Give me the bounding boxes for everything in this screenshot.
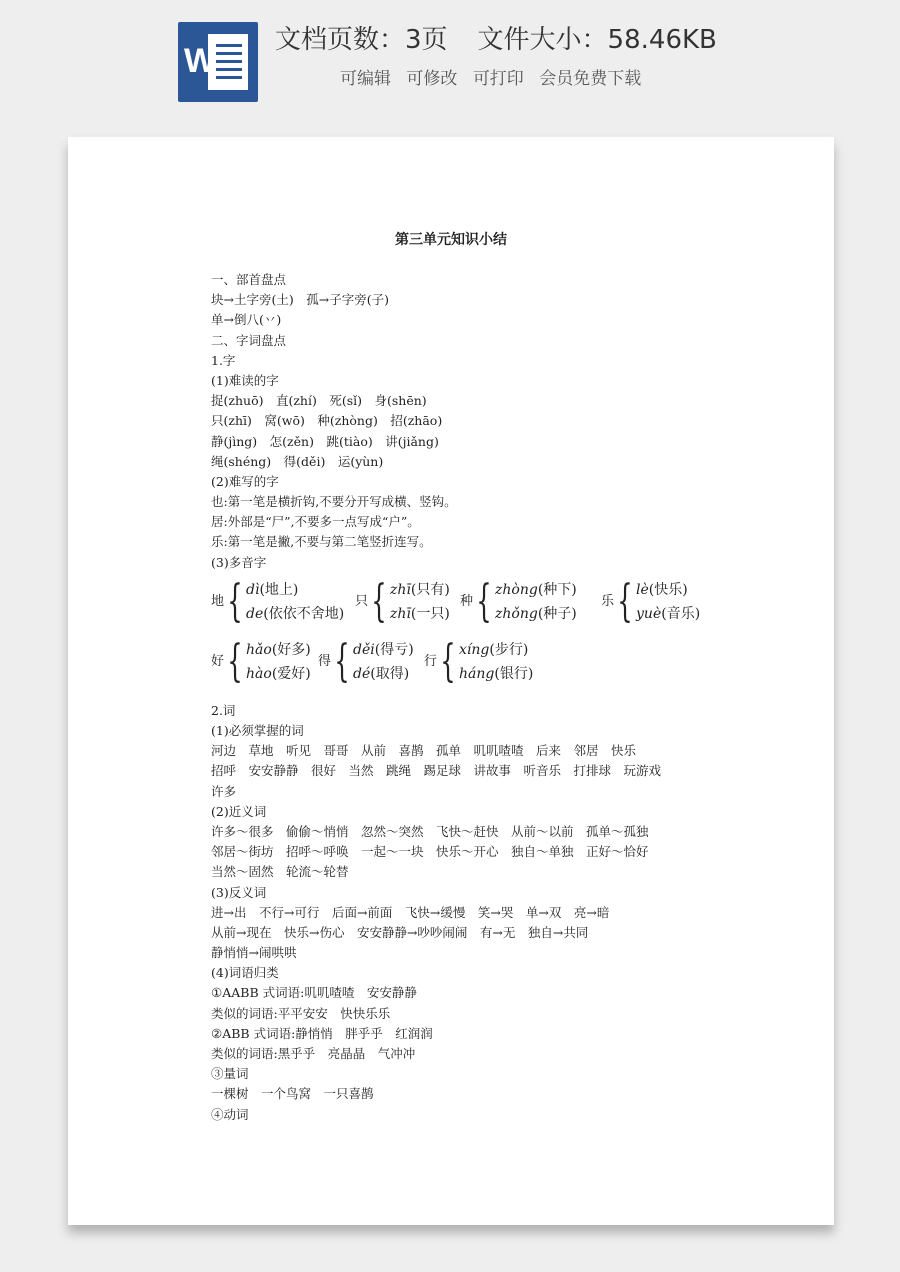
brace-icon: { — [227, 635, 243, 687]
polyphone-row-1 — [211, 577, 731, 637]
file-meta-line — [275, 22, 717, 58]
text-line: 只(zhī) 窝(wō) 种(zhòng) 招(zhāo) — [211, 413, 443, 429]
word-w-logo: W — [184, 42, 217, 80]
example-word: (快乐) — [648, 581, 688, 598]
pinyin: lè — [636, 581, 649, 598]
text-line: 绳(shéng) 得(děi) 运(yùn) — [211, 453, 384, 469]
page-count: 文档页数：3页 — [275, 25, 448, 55]
example-word: (音乐) — [661, 605, 701, 622]
polyphone-char: 得 — [318, 653, 332, 669]
text-line: (1)必须掌握的词 — [211, 723, 304, 738]
example-word: (银行) — [494, 665, 534, 682]
pinyin: hǎo — [246, 641, 272, 658]
feature-member-download: 会员免费下载 — [539, 69, 642, 89]
pinyin: zhī — [390, 581, 411, 598]
text-line: 也:第一笔是横折钩,不要分开写成横、竖钩。 — [211, 494, 457, 510]
feature-list — [340, 66, 651, 92]
brace-icon: { — [227, 575, 243, 627]
reading-line — [246, 578, 344, 602]
text-line: 类似的词语:黑乎乎 亮晶晶 气冲冲 — [211, 1046, 416, 1061]
pinyin: zhǒng — [495, 605, 538, 622]
example-word: (取得) — [370, 665, 410, 682]
example-word: (依依不舍地) — [263, 605, 345, 622]
file-size: 文件大小：58.46KB — [477, 25, 717, 55]
text-line: 进→出 不行→可行 后面→前面 飞快→缓慢 笑→哭 单→双 亮→暗 — [211, 904, 610, 920]
pinyin: dé — [353, 665, 371, 682]
pinyin: de — [246, 605, 264, 622]
pinyin: děi — [353, 641, 375, 658]
polyphone-readings — [246, 578, 344, 626]
text-line: (1)难读的字 — [211, 372, 279, 388]
text-line: 乐:第一笔是撇,不要与第二笔竖折连写。 — [211, 534, 432, 550]
polyphone-char: 种 — [460, 593, 474, 609]
reading-line — [353, 638, 414, 662]
polyphone-char: 行 — [424, 653, 438, 669]
example-word: (一只) — [410, 605, 450, 622]
pinyin: háng — [459, 665, 495, 682]
polyphone-readings — [459, 638, 533, 686]
text-line: 静(jìng) 怎(zěn) 跳(tiào) 讲(jiǎng) — [211, 433, 439, 449]
text-line: 许多 — [211, 783, 237, 799]
polyphone-readings — [495, 578, 577, 626]
pinyin: zhī — [390, 605, 411, 622]
pinyin: zhòng — [495, 581, 538, 598]
pinyin: dì — [246, 581, 260, 598]
reading-line — [246, 602, 344, 626]
text-line: 2.词 — [211, 702, 236, 718]
text-line: ①AABB 式词语:叽叽喳喳 安安静静 — [211, 985, 417, 1001]
section-lines-a — [211, 270, 731, 573]
header-banner — [0, 0, 900, 120]
text-line: 单→倒八(丷) — [211, 312, 282, 328]
text-line: ③量词 — [211, 1066, 249, 1082]
section-lines-b — [211, 701, 731, 1125]
example-word: (种子) — [537, 605, 577, 622]
text-line: ②ABB 式词语:静悄悄 胖乎乎 红润润 — [211, 1025, 433, 1041]
polyphone-char: 乐 — [601, 593, 615, 609]
text-line: 招呼 安安静静 很好 当然 跳绳 踢足球 讲故事 听音乐 打排球 玩游戏 — [211, 763, 662, 779]
text-line: 静悄悄→闹哄哄 — [211, 945, 297, 961]
polyphone-group — [460, 577, 577, 627]
feature-modifiable: 可修改 — [406, 69, 458, 89]
word-document-icon — [178, 22, 258, 102]
text-line: 河边 草地 听见 哥哥 从前 喜鹊 孤单 叽叽喳喳 后来 邻居 快乐 — [211, 743, 637, 759]
polyphone-readings — [636, 578, 700, 626]
reading-line — [246, 662, 311, 686]
text-line: (2)难写的字 — [211, 473, 279, 489]
example-word: (只有) — [410, 581, 450, 598]
text-line: 块→土字旁(土) 孤→子字旁(子) — [211, 292, 389, 308]
text-line: 类似的词语:平平安安 快快乐乐 — [211, 1005, 391, 1021]
reading-line — [459, 638, 533, 662]
text-line: (2)近义词 — [211, 803, 267, 819]
feature-printable: 可打印 — [472, 69, 524, 89]
polyphone-group — [601, 577, 700, 627]
reading-line — [390, 602, 450, 626]
reading-line — [459, 662, 533, 686]
text-line: 一、部首盘点 — [211, 272, 287, 287]
polyphone-group — [424, 637, 533, 687]
example-word: (得亏) — [374, 641, 414, 658]
reading-line — [390, 578, 450, 602]
polyphone-readings — [390, 578, 450, 626]
text-line: 1.字 — [211, 352, 236, 368]
polyphone-group — [211, 637, 311, 687]
polyphone-row-2 — [211, 637, 731, 701]
polyphone-char: 只 — [355, 593, 369, 609]
text-line: 邻居～街坊 招呼～呼唤 一起～一块 快乐～开心 独自～单独 正好～恰好 — [211, 844, 649, 860]
example-word: (地上) — [259, 581, 299, 598]
reading-line — [636, 602, 700, 626]
polyphone-group — [355, 577, 450, 627]
polyphone-group — [318, 637, 414, 687]
document-body — [211, 270, 731, 1125]
document-title: 第三单元知识小结 — [395, 232, 507, 248]
reading-line — [246, 638, 311, 662]
text-line: 一棵树 一个鸟窝 一只喜鹊 — [211, 1086, 374, 1102]
text-line: 许多～很多 偷偷～悄悄 忽然～突然 飞快～赶快 从前～以前 孤单～孤独 — [211, 823, 649, 839]
text-line: 捉(zhuō) 直(zhí) 死(sǐ) 身(shēn) — [211, 393, 427, 409]
polyphone-char: 好 — [211, 653, 225, 669]
pinyin: hào — [246, 665, 272, 682]
text-line: 从前→现在 快乐→伤心 安安静静→吵吵闹闹 有→无 独自→共同 — [211, 924, 589, 940]
polyphone-readings — [353, 638, 414, 686]
text-line: 当然～固然 轮流～轮替 — [211, 864, 349, 880]
reading-line — [495, 578, 577, 602]
brace-icon: { — [440, 635, 456, 687]
brace-icon: { — [617, 575, 633, 627]
text-line: 居:外部是“尸”,不要多一点写成“户”。 — [211, 514, 420, 530]
text-line: (3)反义词 — [211, 884, 267, 900]
polyphone-char: 地 — [211, 593, 225, 609]
text-line: (3)多音字 — [211, 554, 267, 570]
brace-icon: { — [476, 575, 492, 627]
brace-icon: { — [371, 575, 387, 627]
reading-line — [636, 578, 700, 602]
brace-icon: { — [334, 635, 350, 687]
feature-editable: 可编辑 — [340, 69, 391, 89]
text-line: 二、字词盘点 — [211, 332, 287, 348]
polyphone-group — [211, 577, 344, 627]
pinyin: yuè — [636, 605, 662, 622]
text-line: ④动词 — [211, 1106, 249, 1122]
example-word: (步行) — [489, 641, 529, 658]
reading-line — [353, 662, 414, 686]
pinyin: xíng — [459, 641, 490, 658]
text-line: (4)词语归类 — [211, 965, 279, 981]
example-word: (好多) — [271, 641, 311, 658]
polyphone-readings — [246, 638, 311, 686]
example-word: (种下) — [537, 581, 577, 598]
reading-line — [495, 602, 577, 626]
example-word: (爱好) — [271, 665, 311, 682]
